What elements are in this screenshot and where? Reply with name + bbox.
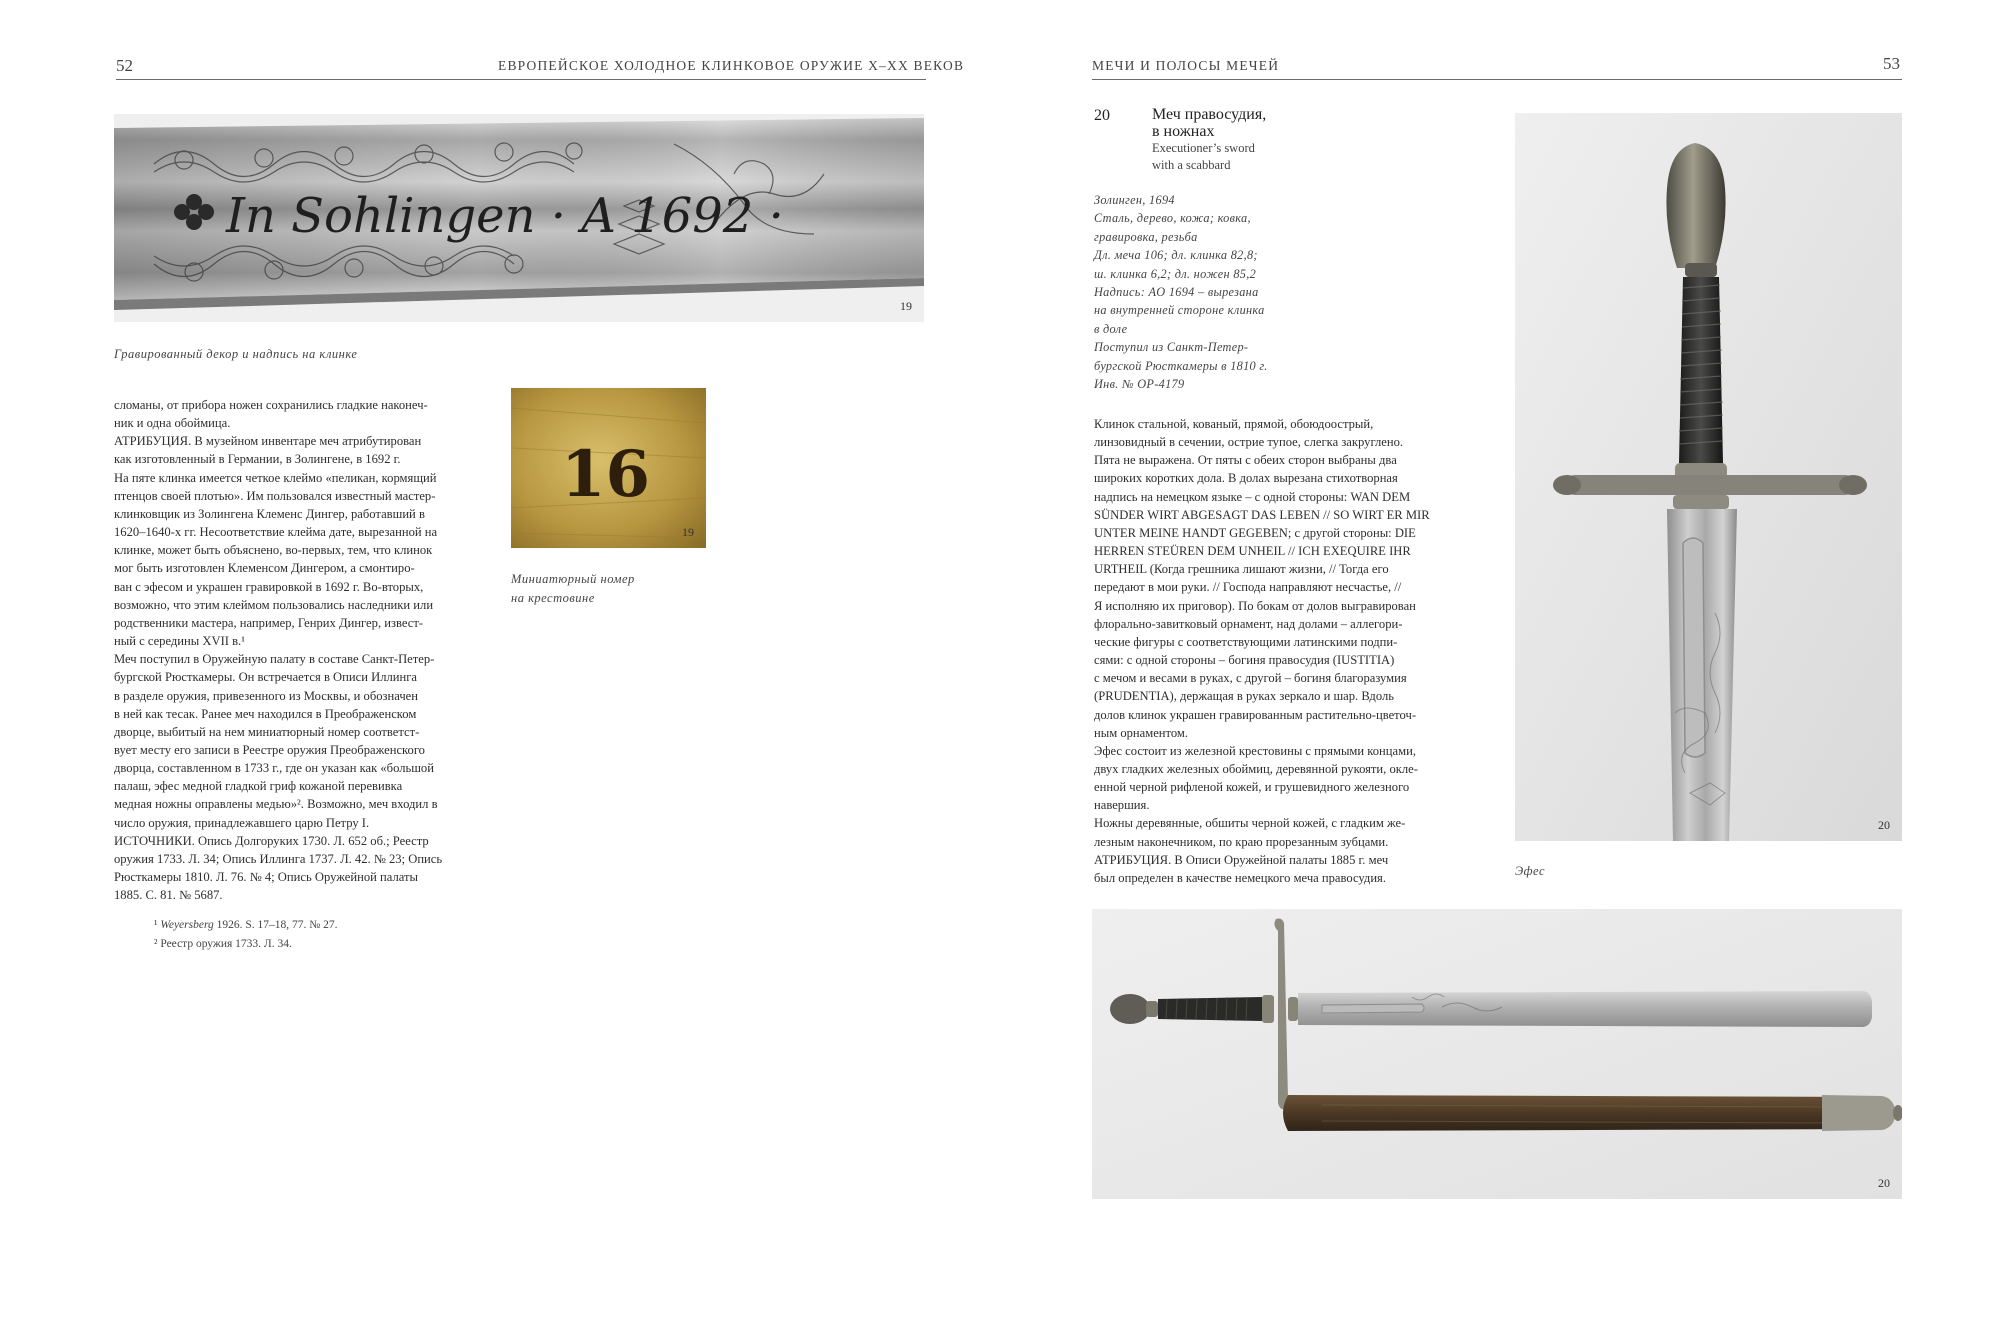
left-body-line: Рюсткамеры 1810. Л. 76. № 4; Опись Оружейной палаты bbox=[114, 870, 418, 885]
right-body-line: ческие фигуры с соответствующими латинскими подпи- bbox=[1094, 634, 1398, 649]
footnotes bbox=[154, 916, 338, 954]
right-body-line: с мечом и весами в руках, с другой – богиня благоразумия bbox=[1094, 671, 1407, 686]
engraved-blade-image bbox=[114, 114, 924, 322]
metadata-line: гравировка, резьба bbox=[1094, 229, 1198, 244]
right-body-line: Ножны деревянные, обшиты черной кожей, с гладким же- bbox=[1094, 816, 1406, 831]
right-body-line: HERREN STEÜREN DEM UNHEIL // ICH EXEQUIRE IHR bbox=[1094, 544, 1411, 559]
left-body-line: оружия 1733. Л. 34; Опись Иллинга 1737. Л. 42. № 23; Опись bbox=[114, 851, 443, 866]
right-body-line: SÜNDER WIRT ABGESAGT DAS LEBEN // SO WIRT ER MIR bbox=[1094, 507, 1430, 522]
left-body-line: сломаны, от прибора ножен сохранились гладкие наконеч- bbox=[114, 398, 428, 412]
metadata-line: Поступил из Санкт-Петер- bbox=[1094, 340, 1249, 355]
left-body-line: вует месту его записи в Реестре оружия Преображенского bbox=[114, 742, 425, 757]
footnote-2 bbox=[154, 935, 338, 954]
figure-stamp-number bbox=[511, 388, 706, 548]
engraving-inscription: In Sohlingen · A 1692 · bbox=[226, 188, 784, 244]
metadata-line: ш. клинка 6,2; дл. ножен 85,2 bbox=[1094, 266, 1257, 281]
right-body-line: АТРИБУЦИЯ. В Описи Оружейной палаты 1885 г. меч bbox=[1094, 852, 1389, 867]
item-metadata bbox=[1094, 191, 1344, 393]
left-body-line: как изготовленный в Германии, в Золингене, в 1692 г. bbox=[114, 452, 401, 467]
figure-engraved-blade bbox=[114, 114, 924, 322]
right-body-line: долов клинок украшен гравированным растительно-цветоч- bbox=[1094, 707, 1417, 722]
left-body-line: в разделе оружия, привезенного из Москвы, и обозначен bbox=[114, 688, 418, 703]
item-title bbox=[1152, 106, 1266, 174]
figure-engraved-blade-caption: Гравированный декор и надпись на клинке bbox=[114, 347, 358, 361]
metadata-line: Дл. меча 106; дл. клинка 82,8; bbox=[1094, 248, 1258, 263]
figure-stamp-caption-line: на крестовине bbox=[511, 591, 595, 605]
footnote-mark: ² bbox=[154, 938, 158, 950]
right-body-line: передают в мои руки. // Господа направляют несчастье, // bbox=[1094, 580, 1402, 595]
left-body-line: родственники мастера, например, Генрих Дингер, извест- bbox=[114, 615, 424, 630]
figure-hilt bbox=[1515, 113, 1902, 841]
right-header-rule bbox=[1092, 79, 1902, 80]
left-body-text bbox=[114, 396, 494, 904]
stamp-number-image bbox=[511, 388, 706, 548]
right-body-line: Я исполняю их приговор). По бокам от долов выгравирован bbox=[1094, 598, 1416, 613]
right-body-line: Пята не выражена. От пяты с обеих сторон выбраны два bbox=[1094, 453, 1397, 468]
item-title-en-line: with a scabbard bbox=[1152, 158, 1231, 172]
right-body-line: URTHEIL (Когда грешника лишают жизни, // Тогда его bbox=[1094, 562, 1389, 577]
left-body-line: клинковщик из Золингена Клеменс Дингер, работавший в bbox=[114, 506, 425, 521]
sword-scabbard-image bbox=[1092, 909, 1902, 1199]
metadata-line: Инв. № ОР-4179 bbox=[1094, 377, 1185, 392]
right-body-line: UNTER MEINE HANDT GEGEBEN; с другой стороны: DIE bbox=[1094, 525, 1416, 540]
right-body-line: двух гладких железных обоймиц, деревянной рукояти, окле- bbox=[1094, 761, 1418, 776]
right-body-line: (PRUDENTIA), держащая в руках зеркало и шар. Вдоль bbox=[1094, 689, 1394, 704]
right-body-line: был определен в качестве немецкого меча правосудия. bbox=[1094, 870, 1386, 885]
footnote-1 bbox=[154, 916, 338, 935]
figure-engraved-blade-number: 19 bbox=[900, 299, 912, 313]
right-body-line: широких коротких дола. В долах вырезана стихотворная bbox=[1094, 471, 1398, 486]
left-body-line: мог быть изготовлен Клеменсом Дингером, а смонтиро- bbox=[114, 561, 415, 576]
right-body-line: ным орнаментом. bbox=[1094, 725, 1189, 740]
metadata-line: на внутренней стороне клинка bbox=[1094, 303, 1265, 318]
right-body-line: линзовидный в сечении, острие тупое, слегка закруглено. bbox=[1094, 435, 1404, 450]
left-body-line: дворце, выбитый на нем миниатюрный номер соответст- bbox=[114, 724, 420, 739]
footnote-author: Weyersberg bbox=[160, 919, 214, 931]
item-number: 20 bbox=[1094, 107, 1110, 124]
right-body-line: Клинок стальной, кованый, прямой, обоюдоострый, bbox=[1094, 417, 1374, 431]
left-body-line: птенцов своей плотью». Им пользовался известный мастер- bbox=[114, 488, 436, 503]
left-body-line: Меч поступил в Оружейную палату в составе Санкт-Петер- bbox=[114, 652, 435, 667]
left-body-line: бургской Рюсткамеры. Он встречается в Описи Иллинга bbox=[114, 670, 417, 685]
right-body-text bbox=[1094, 415, 1504, 887]
item-title-ru-line: в ножнах bbox=[1152, 123, 1215, 140]
right-body-line: Эфес состоит из железной крестовины с прямыми концами, bbox=[1094, 743, 1416, 758]
left-header-rule bbox=[116, 79, 926, 80]
right-body-line: сями: с одной стороны – богиня правосудия (IUSTITIA) bbox=[1094, 653, 1395, 668]
left-body-line: 1620–1640-х гг. Несоответствие клейма дате, вырезанной на bbox=[114, 525, 438, 540]
metadata-line: Сталь, дерево, кожа; ковка, bbox=[1094, 211, 1251, 226]
left-body-line: клинке, может быть объяснено, во-первых, тем, что клинок bbox=[114, 543, 433, 558]
left-body-line: дворца, составленном в 1733 г., где он указан как «большой bbox=[114, 761, 434, 776]
hilt-image bbox=[1515, 113, 1902, 841]
left-page-number: 52 bbox=[116, 56, 133, 75]
left-body-line: палаш, эфес медной гладкой гриф кожаной перевивка bbox=[114, 779, 403, 794]
footnote-mark: ¹ bbox=[154, 919, 158, 931]
right-body-line: енной черной рифленой кожей, и грушевидного железного bbox=[1094, 780, 1410, 795]
left-body-line: АТРИБУЦИЯ. В музейном инвентаре меч атрибутирован bbox=[114, 434, 422, 449]
metadata-line: Золинген, 1694 bbox=[1094, 193, 1175, 207]
left-body-line: ный с середины XVII в.¹ bbox=[114, 634, 245, 649]
right-running-head: МЕЧИ И ПОЛОСЫ МЕЧЕЙ bbox=[1092, 58, 1280, 73]
footnote-text: Реестр оружия 1733. Л. 34. bbox=[160, 938, 292, 950]
left-body-line: ван с эфесом и украшен гравировкой в 1692 г. Во-вторых, bbox=[114, 579, 424, 594]
left-body-line: число оружия, принадлежавшего царю Петру I. bbox=[114, 815, 370, 830]
figure-stamp-caption-line: Миниатюрный номер bbox=[511, 572, 635, 586]
figure-sword-scabbard bbox=[1092, 909, 1902, 1199]
item-title-en-line: Executioner’s sword bbox=[1152, 141, 1255, 155]
right-body-line: лезным наконечником, по краю прорезанным зубцами. bbox=[1094, 834, 1389, 849]
left-body-line: медная ножны оправлены медью»². Возможно, меч входил в bbox=[114, 797, 438, 812]
left-body-line: возможно, что этим клеймом пользовались наследники или bbox=[114, 597, 434, 612]
metadata-line: в доле bbox=[1094, 321, 1128, 336]
left-body-line: 1885. С. 81. № 5687. bbox=[114, 888, 223, 903]
metadata-line: бургской Рюсткамеры в 1810 г. bbox=[1094, 358, 1268, 373]
figure-hilt-number: 20 bbox=[1878, 818, 1890, 832]
left-running-head: ЕВРОПЕЙСКОЕ ХОЛОДНОЕ КЛИНКОВОЕ ОРУЖИЕ X–XX ВЕКОВ bbox=[498, 58, 965, 73]
left-body-line: ник и одна обоймица. bbox=[114, 416, 231, 431]
right-body-line: надпись на немецком языке – с одной стороны: WAN DEM bbox=[1094, 489, 1411, 504]
figure-stamp-caption bbox=[511, 570, 635, 608]
figure-hilt-caption: Эфес bbox=[1515, 864, 1545, 878]
left-body-line: ИСТОЧНИКИ. Опись Долгоруких 1730. Л. 652 об.; Реестр bbox=[114, 833, 429, 848]
footnote-text: 1926. S. 17–18, 77. № 27. bbox=[213, 919, 338, 931]
figure-stamp-number-label: 19 bbox=[682, 525, 694, 539]
right-body-line: навершия. bbox=[1094, 798, 1150, 813]
figure-sword-scabbard-number: 20 bbox=[1878, 1176, 1890, 1190]
left-body-line: На пяте клинка имеется четкое клеймо «пеликан, кормящий bbox=[114, 470, 437, 485]
item-title-ru-line: Меч правосудия, bbox=[1152, 106, 1267, 123]
right-page-number: 53 bbox=[1883, 54, 1900, 73]
left-body-line: в ней как тесак. Ранее меч находился в Преображенском bbox=[114, 706, 417, 721]
right-body-line: флорально-завитковый орнамент, над долами – аллегори- bbox=[1094, 616, 1403, 631]
metadata-line: Надпись: AO 1694 – вырезана bbox=[1094, 285, 1259, 300]
stamp-digits: 16 bbox=[561, 437, 651, 512]
